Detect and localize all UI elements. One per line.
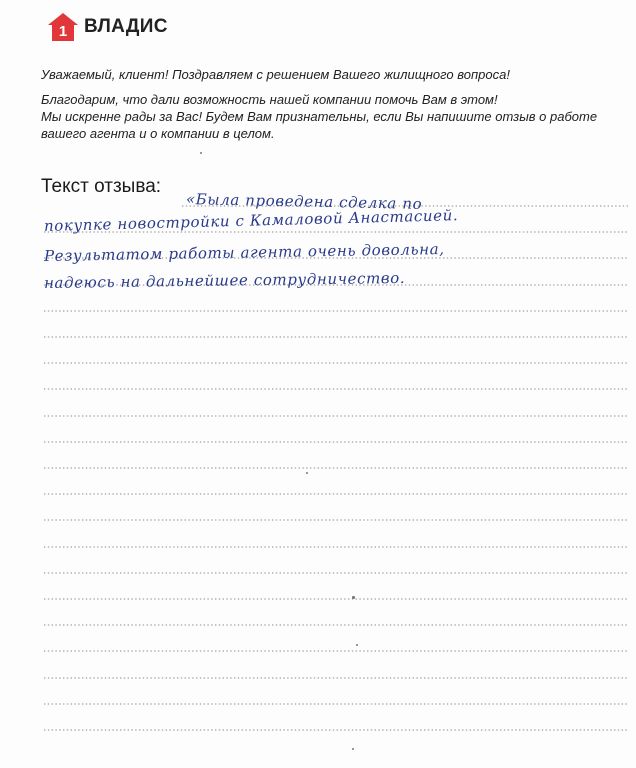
review-label: Текст отзыва: (41, 176, 162, 197)
handwritten-line-1: «Была проведена сделка по (185, 190, 423, 213)
intro-line-3: Мы искренне рады за Вас! Будем Вам признательны, если Вы напишите отзыв о работе (41, 109, 598, 124)
intro-line-2: Благодарим, что дали возможность нашей компании помочь Вам в этом! (41, 92, 498, 107)
intro-line-1: Уважаемый, клиент! Поздравляем с решением Вашего жилищного вопроса! (41, 67, 510, 82)
paper-speck (352, 596, 355, 599)
paper-speck (352, 748, 354, 750)
handwritten-line-3: Результатом работы агента очень довольна, (43, 240, 445, 265)
intro-line-4: вашего агента и о компании в целом. (41, 126, 275, 141)
paper-speck (306, 472, 308, 474)
paper-speck (356, 644, 358, 646)
brand-mark-digit: 1 (58, 23, 68, 40)
brand-name: ВЛАДИС (84, 16, 168, 37)
paper-speck (200, 152, 202, 154)
handwritten-line-4: надеюсь на дальнейшее сотрудничество. (43, 268, 406, 292)
handwritten-line-2: покупке новостройки с Камаловой Анастасией. (43, 206, 459, 235)
